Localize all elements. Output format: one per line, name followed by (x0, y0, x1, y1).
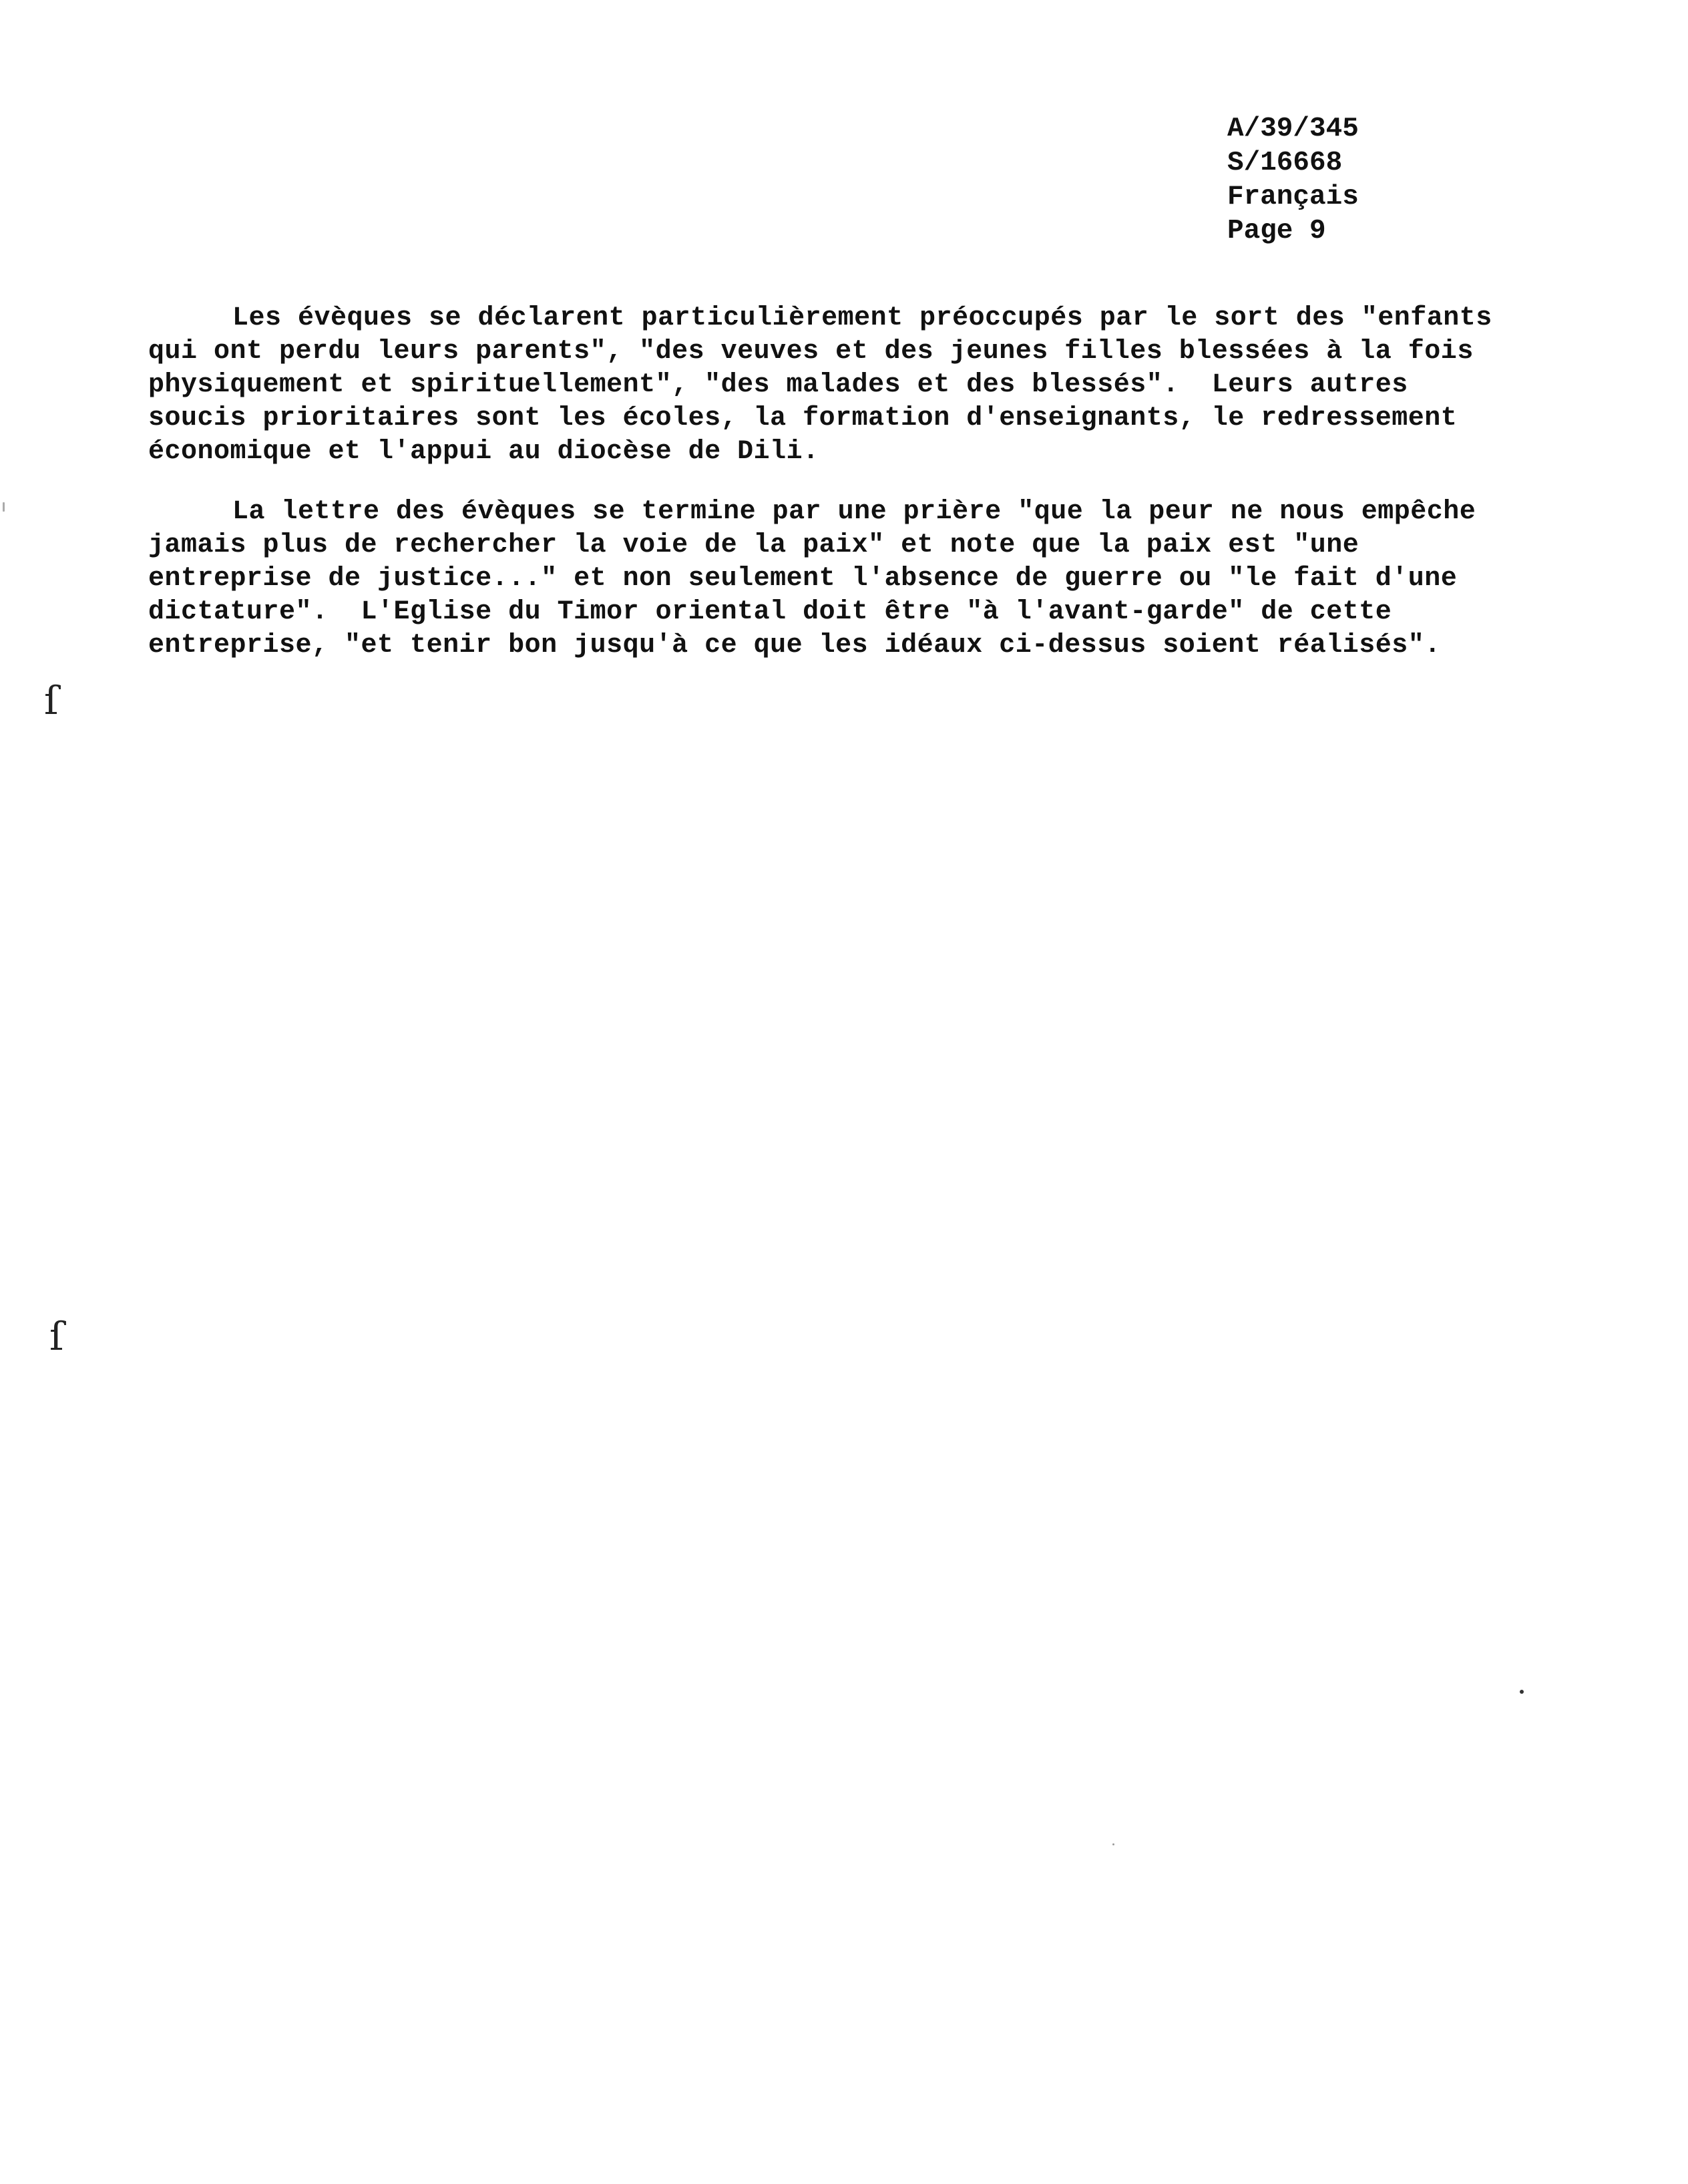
document-body (148, 302, 1524, 663)
scan-speck (1520, 1690, 1524, 1694)
scan-speck (1112, 1843, 1114, 1845)
paragraph-line: économique et l'appui au diocèse de Dili. (148, 437, 819, 467)
paragraph-2 (148, 496, 1524, 663)
paragraph-line: physiquement et spirituellement", "des malades et des blessés". Leurs autres (148, 370, 1408, 400)
document-symbol-a: A/39/345 (1227, 114, 1359, 144)
paragraph-line: qui ont perdu leurs parents", "des veuves et des jeunes filles blessées à la fois (148, 337, 1474, 367)
page-number: Page 9 (1227, 216, 1326, 246)
paragraph-line: dictature". L'Eglise du Timor oriental doit être "à l'avant-garde" de cette (148, 597, 1392, 627)
paragraph-line: La lettre des évèques se termine par une prière "que la peur ne nous empêche (232, 497, 1476, 527)
paragraph-line: Les évèques se déclarent particulièrement préoccupés par le sort des "enfants (232, 303, 1492, 333)
paragraph-line: entreprise de justice..." et non seulement l'absence de guerre ou "le fait d'une (148, 564, 1458, 594)
document-header (1227, 112, 1359, 248)
scan-mark-icon: ſ (49, 1314, 64, 1359)
paragraph-spacer (148, 469, 1524, 496)
scan-mark-icon: ſ (44, 678, 59, 723)
document-language: Français (1227, 182, 1359, 212)
paragraph-line: jamais plus de rechercher la voie de la paix" et note que la paix est "une (148, 530, 1359, 560)
paragraph-line: entreprise, "et tenir bon jusqu'à ce que les idéaux ci-dessus soient réalisés". (148, 630, 1441, 661)
document-symbol-s: S/16668 (1227, 148, 1343, 178)
scan-speck (3, 502, 5, 512)
paragraph-1 (148, 302, 1524, 469)
paragraph-line: soucis prioritaires sont les écoles, la formation d'enseignants, le redressement (148, 403, 1458, 433)
